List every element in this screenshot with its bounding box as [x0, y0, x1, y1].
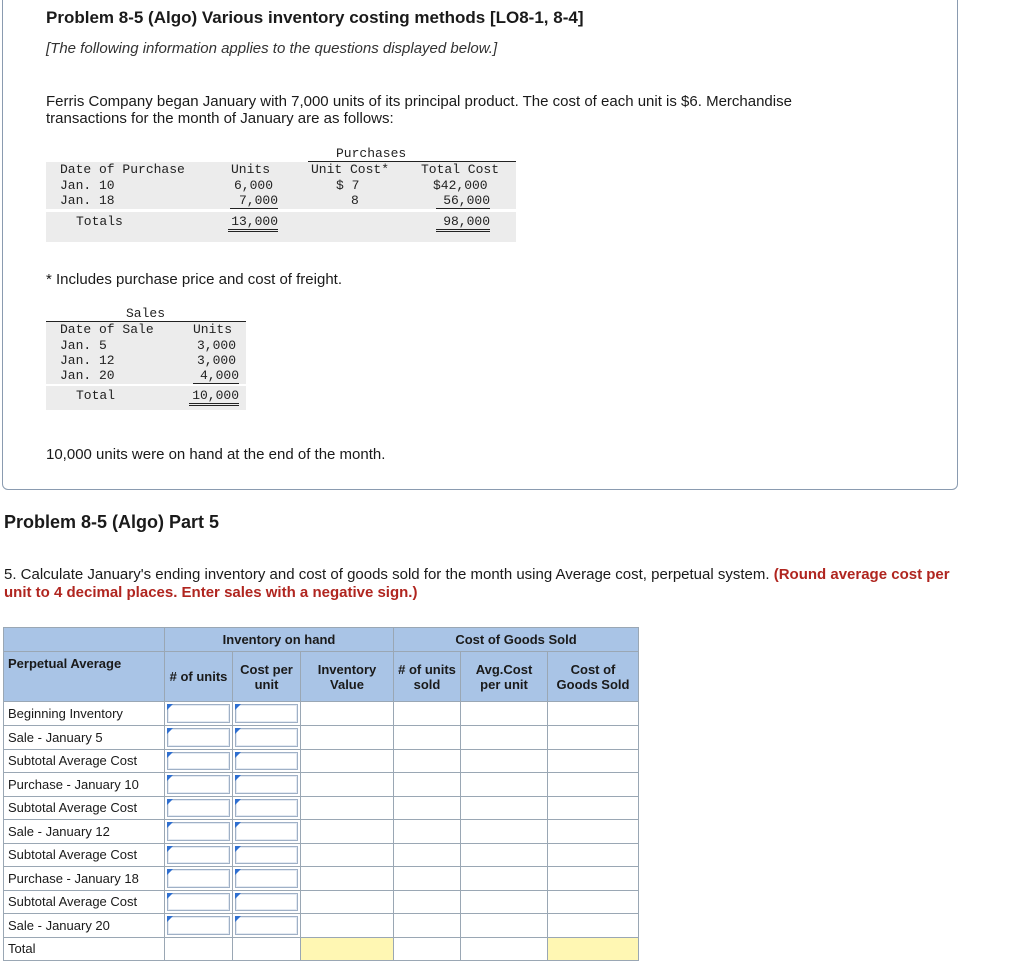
sales-totals-label: Total: [76, 388, 116, 403]
cogs-cell[interactable]: [548, 867, 639, 891]
ending-units-note: 10,000 units were on hand at the end of the month.: [46, 446, 386, 463]
row-label: Total: [4, 937, 165, 961]
cost-per-unit-input[interactable]: [233, 773, 301, 797]
purchases-row-total: $42,000: [433, 178, 488, 193]
inventory-value-cell[interactable]: [301, 773, 394, 797]
sales-row-date: Jan. 20: [60, 368, 115, 383]
purchases-col-unit-cost: Unit Cost*: [311, 162, 390, 177]
input-flag-icon: [235, 916, 241, 922]
inventory-value-cell[interactable]: [301, 726, 394, 750]
input-box[interactable]: [167, 799, 230, 818]
sales-table: [46, 306, 246, 410]
purchases-totals-label: Totals: [76, 214, 123, 229]
worksheet-row: [4, 937, 639, 961]
col-inventory-value: Inventory Value: [301, 652, 394, 702]
input-box[interactable]: [235, 775, 298, 794]
avg-cost-cell[interactable]: [461, 796, 548, 820]
worksheet-row: [4, 843, 639, 867]
row-label: Subtotal Average Cost: [4, 796, 165, 820]
col-units-sold: # of units sold: [394, 652, 461, 702]
row-label: Sale - January 12: [4, 820, 165, 844]
worksheet-row: [4, 773, 639, 797]
worksheet-row: [4, 914, 639, 938]
sales-row-date: Jan. 5: [60, 338, 107, 353]
purchases-table: [46, 146, 516, 246]
worksheet-row: [4, 749, 639, 773]
row-label: Purchase - January 18: [4, 867, 165, 891]
inventory-value-cell[interactable]: [301, 867, 394, 891]
purchases-col-date: Date of Purchase: [60, 162, 185, 177]
units-sold-cell[interactable]: [394, 914, 461, 938]
worksheet-row: [4, 820, 639, 844]
input-box[interactable]: [235, 799, 298, 818]
avg-cost-cell[interactable]: [461, 890, 548, 914]
row-label: Sale - January 20: [4, 914, 165, 938]
units-sold-cell[interactable]: [394, 843, 461, 867]
avg-cost-cell[interactable]: [461, 702, 548, 726]
input-flag-icon: [167, 869, 173, 875]
cost-per-unit-input: [233, 937, 301, 961]
input-flag-icon: [235, 704, 241, 710]
purchases-totals-total: 98,000: [436, 214, 490, 232]
inventory-value-cell[interactable]: [301, 914, 394, 938]
cogs-cell[interactable]: [548, 890, 639, 914]
units-input[interactable]: [165, 702, 233, 726]
units-sold-cell[interactable]: [394, 702, 461, 726]
col-avg-cost: Avg.Cost per unit: [461, 652, 548, 702]
cost-per-unit-input[interactable]: [233, 820, 301, 844]
purchases-row-units: 6,000: [234, 178, 274, 193]
inventory-value-cell[interactable]: [301, 749, 394, 773]
units-sold-cell[interactable]: [394, 726, 461, 750]
input-flag-icon: [167, 728, 173, 734]
units-sold-cell[interactable]: [394, 890, 461, 914]
input-flag-icon: [235, 893, 241, 899]
worksheet-row: [4, 726, 639, 750]
units-input[interactable]: [165, 914, 233, 938]
units-input[interactable]: [165, 843, 233, 867]
units-input[interactable]: [165, 890, 233, 914]
purchases-col-units: Units: [231, 162, 271, 177]
problem-intro: Ferris Company began January with 7,000 units of its principal product. The cost of each unit is $6. Merchandise transactions for the month of January are as follows:: [46, 93, 792, 127]
units-input[interactable]: [165, 726, 233, 750]
avg-cost-cell[interactable]: [461, 820, 548, 844]
row-label: Sale - January 5: [4, 726, 165, 750]
input-flag-icon: [167, 752, 173, 758]
question-instructions: (Round average cost per unit to 4 decimal places. Enter sales with a negative sign.): [4, 566, 950, 601]
cost-per-unit-input[interactable]: [233, 726, 301, 750]
purchases-row-date: Jan. 10: [60, 178, 115, 193]
units-input[interactable]: [165, 867, 233, 891]
units-sold-cell[interactable]: [394, 867, 461, 891]
avg-cost-cell[interactable]: [461, 749, 548, 773]
input-box[interactable]: [235, 893, 298, 912]
worksheet-row: [4, 796, 639, 820]
units-input[interactable]: [165, 796, 233, 820]
input-box[interactable]: [167, 916, 230, 935]
input-flag-icon: [167, 916, 173, 922]
sales-col-units: Units: [193, 322, 233, 337]
input-box[interactable]: [235, 728, 298, 747]
purchases-totals-units: 13,000: [228, 214, 278, 232]
cost-per-unit-input[interactable]: [233, 796, 301, 820]
input-box[interactable]: [167, 869, 230, 888]
input-box[interactable]: [167, 704, 230, 723]
units-input[interactable]: [165, 773, 233, 797]
row-label: Purchase - January 10: [4, 773, 165, 797]
col-cost-per-unit: Cost per unit: [233, 652, 301, 702]
col-cogs: Cost of Goods Sold: [548, 652, 639, 702]
row-label: Subtotal Average Cost: [4, 890, 165, 914]
input-flag-icon: [235, 775, 241, 781]
row-label: Beginning Inventory: [4, 702, 165, 726]
input-flag-icon: [167, 799, 173, 805]
cogs-cell[interactable]: [548, 820, 639, 844]
part-title: Problem 8-5 (Algo) Part 5: [4, 512, 220, 532]
cost-per-unit-input[interactable]: [233, 702, 301, 726]
input-flag-icon: [167, 775, 173, 781]
avg-cost-cell[interactable]: [461, 914, 548, 938]
row-label: Subtotal Average Cost: [4, 843, 165, 867]
avg-cost-cell[interactable]: [461, 726, 548, 750]
input-box[interactable]: [235, 822, 298, 841]
inventory-value-cell[interactable]: [301, 702, 394, 726]
cost-per-unit-input[interactable]: [233, 843, 301, 867]
worksheet-row: [4, 867, 639, 891]
input-flag-icon: [235, 869, 241, 875]
input-box[interactable]: [167, 728, 230, 747]
purchases-footnote: * Includes purchase price and cost of freight.: [46, 271, 343, 288]
worksheet-row: [4, 890, 639, 914]
inventory-on-hand-header: Inventory on hand: [165, 628, 394, 652]
row-label: Subtotal Average Cost: [4, 749, 165, 773]
purchases-row-total: 56,000: [436, 193, 490, 209]
cogs-cell[interactable]: [548, 702, 639, 726]
input-box[interactable]: [235, 869, 298, 888]
sales-row-units: 3,000: [197, 353, 237, 368]
units-sold-cell[interactable]: [394, 820, 461, 844]
cogs-group-header: Cost of Goods Sold: [394, 628, 639, 652]
input-box[interactable]: [235, 704, 298, 723]
cogs-cell[interactable]: [548, 796, 639, 820]
units-sold-cell[interactable]: [394, 749, 461, 773]
avg-cost-cell[interactable]: [461, 867, 548, 891]
cogs-cell[interactable]: [548, 843, 639, 867]
purchases-group-header: Purchases: [336, 146, 407, 161]
input-box[interactable]: [167, 822, 230, 841]
cost-per-unit-input[interactable]: [233, 867, 301, 891]
sales-col-date: Date of Sale: [60, 322, 154, 337]
inventory-value-cell[interactable]: [301, 796, 394, 820]
header-blank: [4, 628, 165, 652]
input-flag-icon: [235, 799, 241, 805]
problem-subtitle: [The following information applies to the questions displayed below.]: [46, 40, 498, 57]
perpetual-average-header: Perpetual Average: [4, 652, 165, 702]
input-flag-icon: [167, 846, 173, 852]
cost-per-unit-input[interactable]: [233, 914, 301, 938]
inventory-value-cell[interactable]: [301, 890, 394, 914]
input-box[interactable]: [167, 752, 230, 771]
input-box[interactable]: [235, 846, 298, 865]
input-box[interactable]: [235, 752, 298, 771]
avg-cost-cell[interactable]: [461, 773, 548, 797]
avg-cost-cell[interactable]: [461, 843, 548, 867]
col-units: # of units: [165, 652, 233, 702]
purchases-row-units: 7,000: [230, 193, 278, 209]
input-flag-icon: [235, 752, 241, 758]
input-flag-icon: [167, 893, 173, 899]
perpetual-average-worksheet: [3, 627, 639, 961]
sales-row-units: 3,000: [197, 338, 237, 353]
purchases-row-date: Jan. 18: [60, 193, 115, 208]
input-box[interactable]: [167, 775, 230, 794]
input-flag-icon: [167, 704, 173, 710]
question-text: [4, 566, 964, 602]
question-main: 5. Calculate January's ending inventory and cost of goods sold for the month using Average cost, perpetual system.: [4, 566, 774, 583]
cost-per-unit-input[interactable]: [233, 749, 301, 773]
sales-row-units: 4,000: [193, 368, 239, 384]
inventory-value-cell: [301, 937, 394, 961]
cogs-cell[interactable]: [548, 914, 639, 938]
cogs-cell[interactable]: [548, 773, 639, 797]
input-flag-icon: [235, 728, 241, 734]
units-input: [165, 937, 233, 961]
cost-per-unit-input[interactable]: [233, 890, 301, 914]
purchases-col-total: Total Cost: [421, 162, 500, 177]
avg-cost-cell: [461, 937, 548, 961]
inventory-value-cell[interactable]: [301, 843, 394, 867]
sales-row-date: Jan. 12: [60, 353, 115, 368]
cogs-cell: [548, 937, 639, 961]
sales-totals-units: 10,000: [189, 388, 239, 406]
units-sold-cell[interactable]: [394, 796, 461, 820]
input-box[interactable]: [167, 893, 230, 912]
input-box[interactable]: [167, 846, 230, 865]
sales-group-header: Sales: [126, 306, 166, 321]
cogs-cell[interactable]: [548, 749, 639, 773]
cogs-cell[interactable]: [548, 726, 639, 750]
purchases-row-unit-cost: $ 7: [336, 178, 360, 193]
units-input[interactable]: [165, 749, 233, 773]
input-flag-icon: [235, 822, 241, 828]
units-sold-cell[interactable]: [394, 773, 461, 797]
input-flag-icon: [167, 822, 173, 828]
input-flag-icon: [235, 846, 241, 852]
purchases-row-unit-cost: 8: [351, 193, 359, 208]
problem-title: Problem 8-5 (Algo) Various inventory costing methods [LO8-1, 8-4]: [46, 8, 584, 27]
units-input[interactable]: [165, 820, 233, 844]
worksheet-row: [4, 702, 639, 726]
units-sold-cell: [394, 937, 461, 961]
input-box[interactable]: [235, 916, 298, 935]
inventory-value-cell[interactable]: [301, 820, 394, 844]
